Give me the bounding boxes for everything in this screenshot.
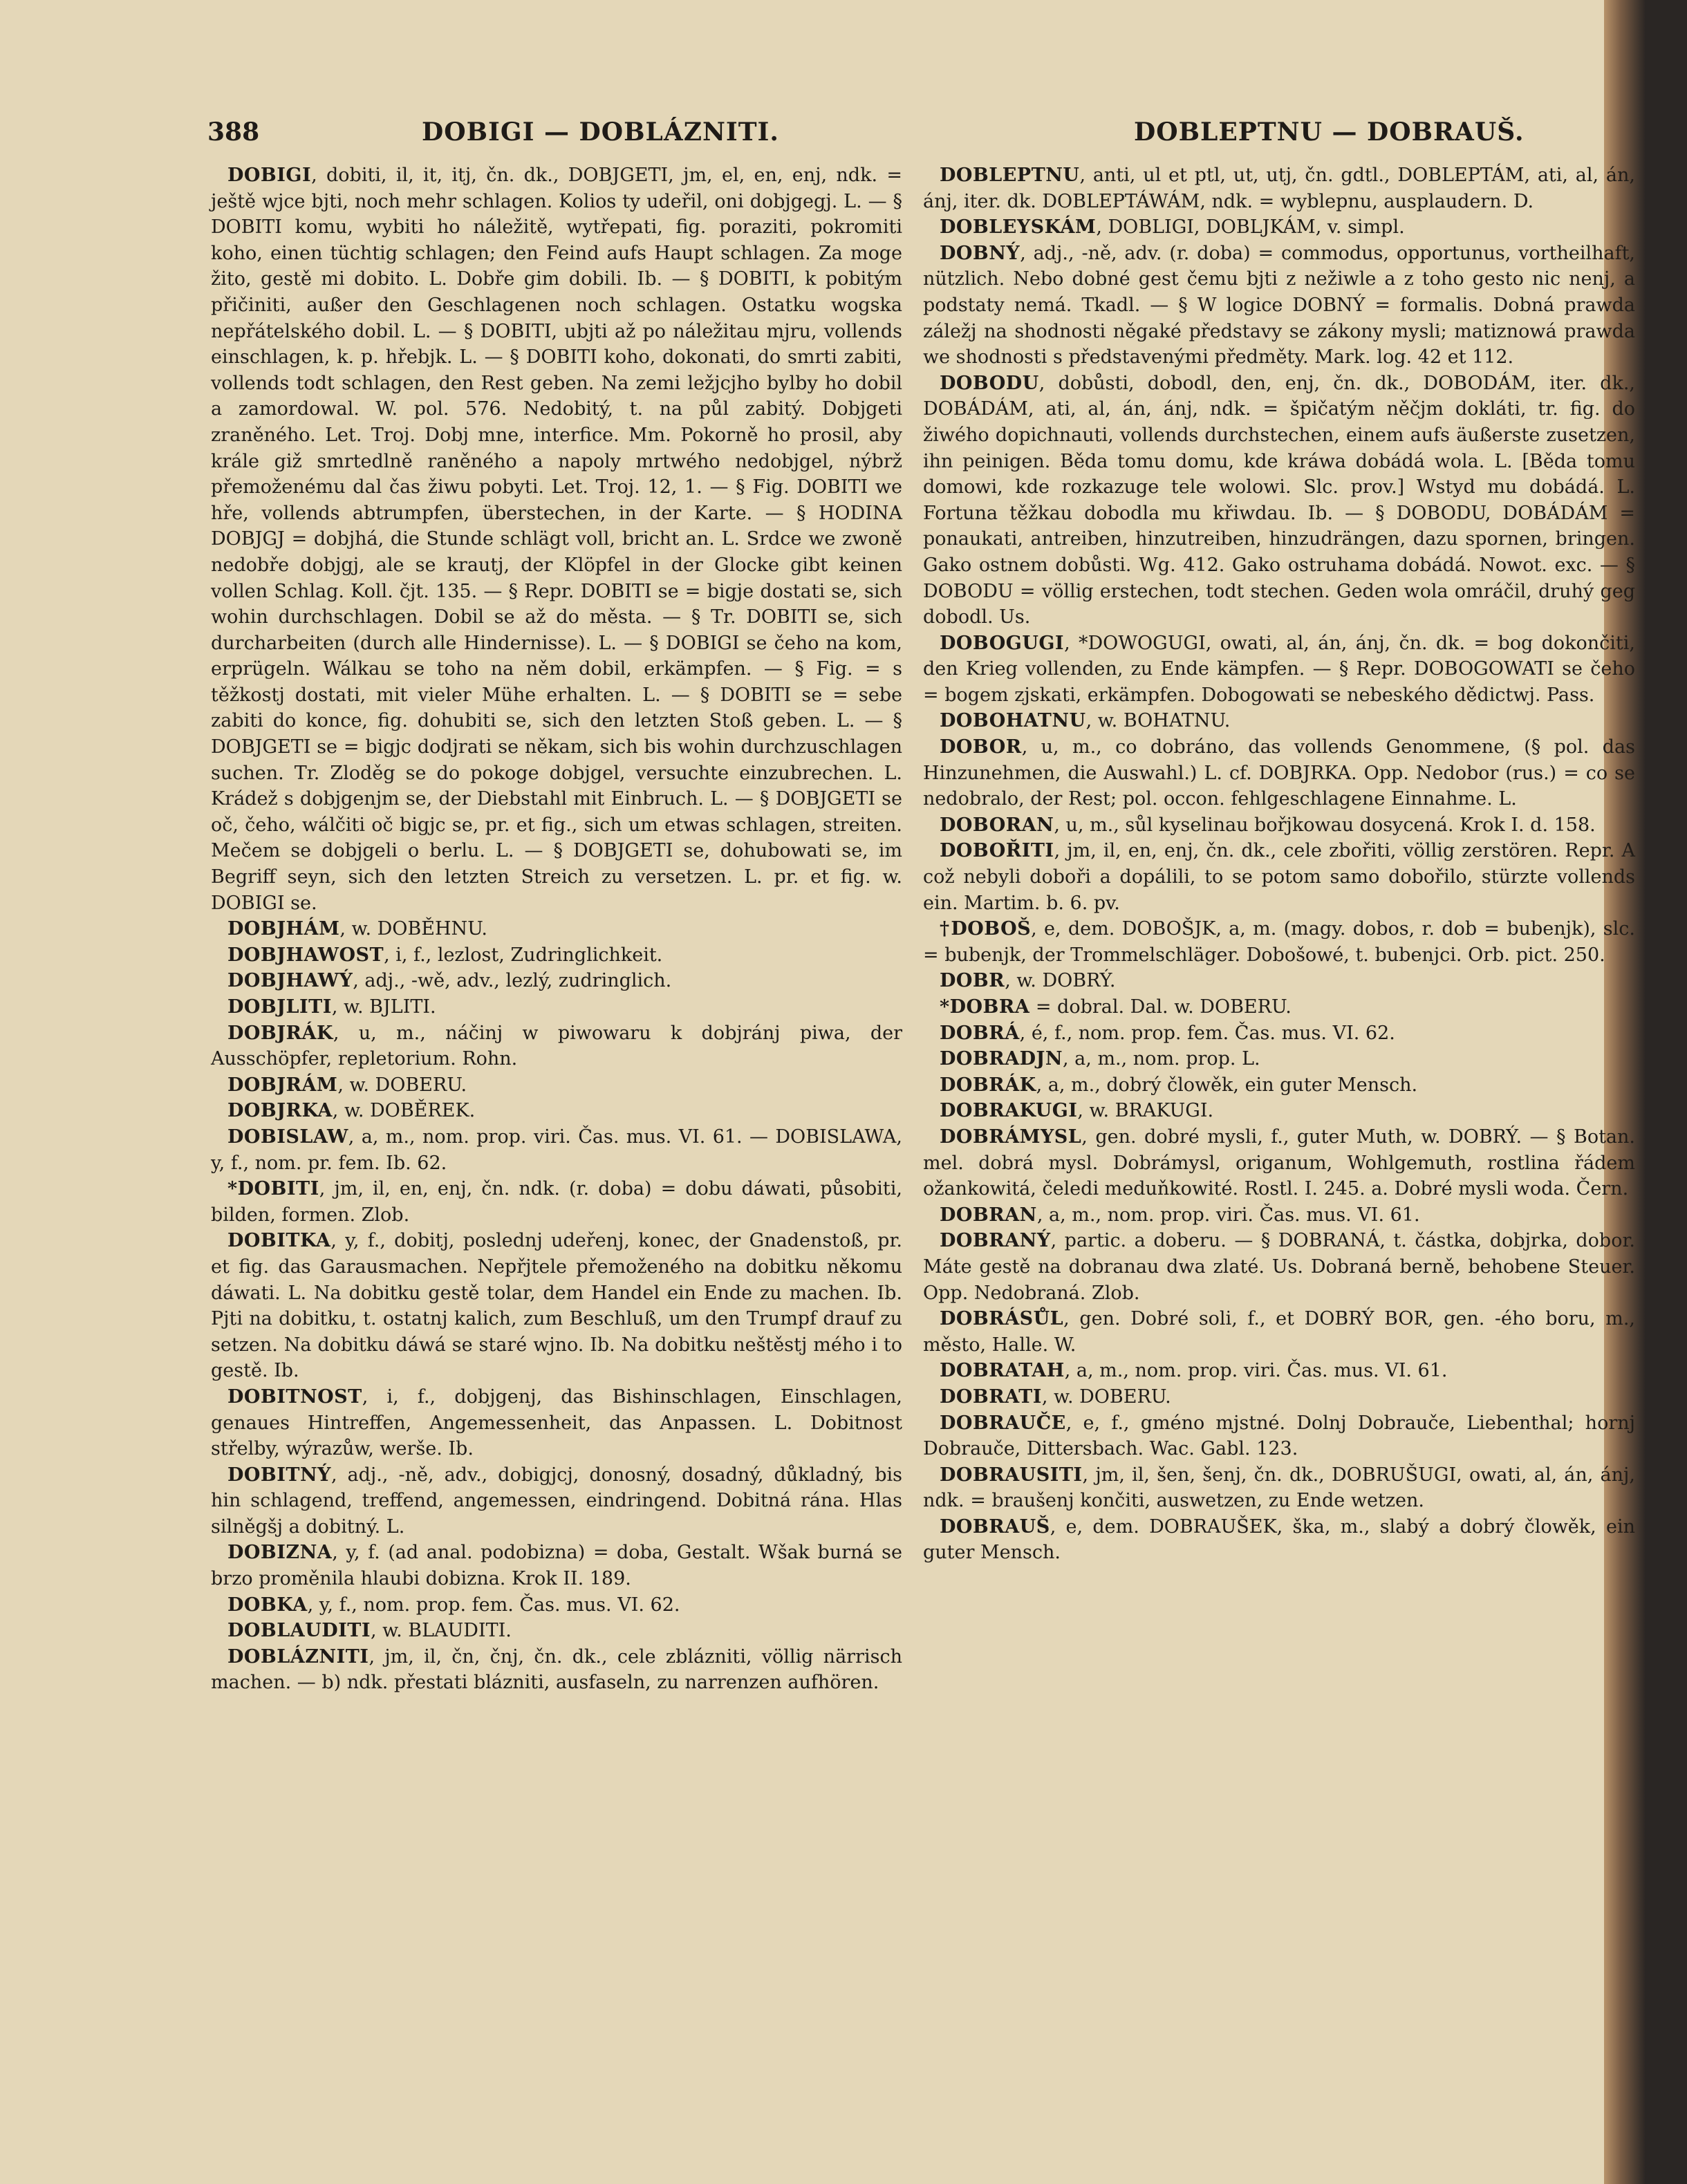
entry-definition: , partic. a doberu. — § DOBRANÁ, t. částka, dobjrka, dobor. Máte gestě na dobranau dwa zlaté. Us. Dobraná berně, behobene Steuer. Opp. Nedobraná. Zlob. (923, 1230, 1635, 1304)
dictionary-entry (923, 214, 1635, 241)
entry-definition: , w. BOHATNU. (1085, 710, 1231, 732)
dictionary-entry (923, 1306, 1635, 1358)
entry-definition: , a, m., nom. prop. viri. Čas. mus. VI. 61. — DOBISLAWA, y, f., nom. pr. fem. Ib. 62. (211, 1126, 902, 1174)
entry-headword: DOBRANÝ (940, 1230, 1051, 1252)
entry-headword: DOBRÁSŮL (940, 1308, 1064, 1330)
entry-definition: , w. BRAKUGI. (1077, 1100, 1214, 1122)
entry-definition: , adj., -ně, adv., dobigjcj, donosný, dosadný, důkladný, bis hin schlagend, treffend, angemessen, eindringend. Dobitná rána. Hlas silněgšj a dobitný. L. (211, 1464, 902, 1538)
entry-definition: = dobral. Dal. w. DOBERU. (1029, 996, 1292, 1018)
page-number: 388 (207, 118, 260, 147)
entry-headword: DOBOGUGI (940, 632, 1065, 654)
entry-headword: DOBIZNA (227, 1542, 333, 1564)
entry-headword: DOBRÁ (940, 1022, 1020, 1044)
dictionary-entry (923, 1410, 1635, 1462)
entry-definition: , DOBLIGI, DOBLJKÁM, v. simpl. (1096, 216, 1405, 239)
entry-headword: DOBLEPTNU (940, 165, 1080, 186)
dictionary-entry (211, 1176, 902, 1228)
entry-headword: DOBODU (940, 372, 1039, 394)
entry-headword: DOBNÝ (940, 242, 1020, 264)
entry-definition: , adj., -ně, adv. (r. doba) = commodus, opportunus, vortheilhaft, nützlich. Nebo dobné gest čemu bjti z nežiwle a z toho gesto nic nenj, a podstaty nemá. Tkadl. — § W logice DOBNÝ = formalis. Dobná prawda záležj na shodnosti něgaké představy se zákony mysli; matiznowá prawda we shodnosti s představenými předměty. Mark. log. 42 et 112. (923, 242, 1635, 368)
dictionary-entry (923, 1358, 1635, 1384)
dictionary-entry (923, 812, 1635, 839)
entry-headword: DOBRAUSITI (940, 1464, 1083, 1486)
running-head-right: DOBLEPTNU — DOBRAUŠ. (1134, 118, 1525, 147)
entry-headword: *DOBRA (940, 996, 1030, 1018)
entry-definition: , w. DOBĚREK. (332, 1100, 476, 1122)
entry-definition: , y, f. (ad anal. podobizna) = doba, Gestalt. Wšak burná se brzo proměnila hlaubi dobizna. Krok II. 189. (211, 1542, 902, 1590)
entry-definition: , *DOWOGUGI, owati, al, án, ánj, čn. dk. = bog dokončiti, den Krieg vollenden, zu Ende kämpfen. — § Repr. DOBOGOWATI se čeho = bogem zjskati, erkämpfen. Dobogowati se nebeského dědictwj. Pass. (923, 632, 1635, 706)
entry-definition: , dobiti, il, it, itj, čn. dk., DOBJGETI, jm, el, en, enj, ndk. = ještě wjce bjti, noch mehr schlagen. Kolios ty udeřil, oni dobjgegj. L. — § DOBITI komu, wybiti ho náležitě, wytřepati, fig. poraziti, pokromiti koho, einen tüchtig schlagen; den Feind aufs Haupt schlagen. Za moge žito, gestě mi dobito. L. Dobře gim dobili. Ib. — § DOBITI, k pobitým přičiniti, außer den Geschlagenen noch schlagen. Ostatku wogska nepřátelského dobil. L. — § DOBITI, ubjti až po náležitau mjru, vollends einschlagen, k. p. hřebjk. L. — § DOBITI koho, dokonati, do smrti zabiti, vollends todt schlagen, den Rest geben. Na zemi ležjcjho bylby ho dobil a zamordowal. W. pol. 576. Nedobitý, t. na půl zabitý. Dobjgeti zraněného. Let. Troj. Dobj mne, interfice. Mm. Pokorně ho prosil, aby krále giž smrtedlně raněného a napoly mrtwého nedobjgel, nýbrž přemoženému dal čas žiwu pobyti. Let. Troj. 12, 1. — § Fig. DOBITI we hře, vollends abtrumpfen, überstechen, in der Karte. — § HODINA DOBJGJ = dobjhá, die Stunde schlägt voll, bricht an. L. Srdce we zwoně nedobře dobjgj, ale se krautj, der Klöpfel in der Glocke gibt keinen vollen Schlag. Koll. čjt. 135. — § Repr. DOBITI se = bigje dostati se, sich wohin durchschlagen. Dobil se až do města. — § Tr. DOBITI se, sich durcharbeiten (durch alle Hindernisse). L. — § DOBIGI se čeho na kom, erprügeln. Wálkau se toho na něm dobil, erkämpfen. — § Fig. = s těžkostj dostati, mit vieler Mühe erhalten. L. — § DOBITI se = sebe zabiti do konce, fig. dohubiti se, sich den letzten Stoß geben. L. — § DOBJGETI se = bigjc dodjrati se někam, sich bis wohin durchzuschlagen suchen. Tr. Zloděg se do pokoge dobjgel, versuchte einzubrechen. L. Krádež s dobjgenjm se, der Diebstahl mit Einbruch. L. — § DOBJGETI se oč, čeho, wálčiti oč bigjc se, pr. et fig., sich um etwas schlagen, streiten. Mečem se dobjgeli o berlu. L. — § DOBJGETI se, dohubowati se, im Begriff seyn, sich den letzten Streich zu versetzen. L. pr. et fig. w. DOBIGI se. (211, 165, 902, 914)
entry-headword: DOBOR (940, 736, 1022, 758)
entry-headword: DOBRATI (940, 1385, 1042, 1408)
entry-headword: *DOBITI (227, 1178, 319, 1200)
entry-headword: DOBKA (227, 1594, 308, 1616)
dictionary-entry (211, 1540, 902, 1592)
entry-definition: , i, f., dobjgenj, das Bishinschlagen, Einschlagen, genaues Hintreffen, Angemessenheit, das Anpassen. L. Dobitnost střelby, wýrazůw, werše. Ib. (211, 1385, 902, 1460)
entry-headword: †DOBOŠ (940, 918, 1032, 940)
dictionary-entry (211, 1462, 902, 1540)
dictionary-entry (923, 1124, 1635, 1202)
entry-definition: , a, m., nom. prop. viri. Čas. mus. VI. 61. (1064, 1360, 1448, 1382)
entry-headword: DOBLEYSKÁM (940, 216, 1097, 239)
entry-definition: , jm, il, čn, čnj, čn. dk., cele zblázniti, völlig närrisch machen. — b) ndk. přestati blázniti, ausfaseln, zu narrenzen aufhören. (211, 1645, 902, 1694)
entry-headword: DOBLAUDITI (227, 1620, 371, 1642)
entry-definition: , y, f., nom. prop. fem. Čas. mus. VI. 62. (307, 1594, 680, 1616)
dictionary-entry (923, 371, 1635, 631)
entry-headword: DOBJLITI (227, 996, 332, 1018)
entry-definition: , jm, il, šen, šenj, čn. dk., DOBRUŠUGI, owati, al, án, ánj, ndk. = braušenj končiti, auswetzen, zu Ende wetzen. (923, 1464, 1635, 1512)
entry-definition: , e, f., gméno mjstné. Dolnj Dobrauče, Liebenthal; hornj Dobrauče, Dittersbach. Wac. Gabl. 123. (923, 1412, 1635, 1460)
dictionary-entry (923, 916, 1635, 968)
entry-headword: DOBITKA (227, 1230, 331, 1252)
dictionary-entry (923, 838, 1635, 916)
entry-definition: , e, dem. DOBRAUŠEK, ška, m., slabý a dobrý člowěk, ein guter Mensch. (923, 1515, 1635, 1564)
dictionary-entry (923, 708, 1635, 734)
dictionary-entry (923, 241, 1635, 371)
dictionary-entry (923, 1384, 1635, 1410)
entry-headword: DOBIGI (227, 165, 312, 186)
dictionary-entry (923, 1072, 1635, 1099)
entry-headword: DOBJRKA (227, 1100, 333, 1122)
dictionary-entry (923, 1514, 1635, 1566)
entry-definition: , w. DOBĚHNU. (339, 918, 487, 940)
entry-definition: , w. BJLITI. (331, 996, 436, 1018)
entry-definition: , u, m., sůl kyselinau bořjkowau dosycená. Krok I. d. 158. (1054, 814, 1596, 836)
entry-headword: DOBRADJN (940, 1048, 1063, 1070)
entry-headword: DOBRAKUGI (940, 1100, 1078, 1122)
entry-headword: DOBISLAW (227, 1126, 348, 1148)
dictionary-entry (211, 1098, 902, 1124)
entry-headword: DOBJRÁM (227, 1074, 338, 1096)
dictionary-entry (923, 1462, 1635, 1514)
entry-headword: DOBJRÁK (227, 1022, 333, 1044)
entry-definition: , jm, il, en, enj, čn. dk., cele zbořiti, völlig zerstören. Repr. A což nebyli doboři a dopálili, to se potom samo dobořilo, stürzte vollends ein. Martim. b. 6. pv. (923, 840, 1635, 914)
dictionary-entry (211, 1228, 902, 1384)
entry-definition: , u, m., co dobráno, das vollends Genommene, (§ pol. das Hinzunehmen, die Auswahl.) L. cf. DOBJRKA. Opp. Nedobor (rus.) = co se nedobralo, der Rest; pol. occon. fehlgeschlagene Einnahme. L. (923, 736, 1635, 810)
entry-definition: , adj., -wě, adv., lezlý, zudringlich. (353, 970, 672, 992)
dictionary-entry (923, 631, 1635, 709)
entry-definition: , gen. Dobré soli, f., et DOBRÝ BOR, gen. -ého boru, m., město, Halle. W. (923, 1308, 1635, 1356)
entry-definition: , w. DOBERU. (337, 1074, 467, 1096)
entry-headword: DOBORAN (940, 814, 1054, 836)
dictionary-entry (923, 1202, 1635, 1229)
dictionary-entry (211, 1644, 902, 1696)
dictionary-entry (211, 942, 902, 969)
dictionary-entry (923, 1098, 1635, 1124)
dictionary-entry (923, 1020, 1635, 1047)
entry-definition: , u, m., náčinj w piwowaru k dobjránj piwa, der Ausschöpfer, repletorium. Rohn. (211, 1022, 902, 1070)
entry-definition: , gen. dobré mysli, f., guter Muth, w. DOBRÝ. — § Botan. mel. dobrá mysl. Dobrámysl, origanum, Wohlgemuth, rostlina řádem ožankowitá, čeledi meduňkowité. Rostl. I. 245. a. Dobré mysli woda. Čern. (923, 1126, 1635, 1200)
entry-headword: DOBRÁMYSL (940, 1126, 1082, 1148)
dictionary-entry (211, 968, 902, 994)
entry-definition: , dobůsti, dobodl, den, enj, čn. dk., DOBODÁM, iter. dk., DOBÁDÁM, ati, al, án, ánj, ndk. = špičatým něčjm dokláti, tr. fig. do žiwého dopichnauti, vollends durchstechen, einem aufs äußerste zusetzen, ihn peinigen. Běda tomu domu, kde kráwa dobádá wola. L. [Běda tomu domowi, kde rozkazuge tele wolowi. Slc. prov.] Wstyd mu dobádá. L. Fortuna těžkau dobodla mu křiwdau. Ib. — § DOBODU, DOBÁDÁM = ponaukati, antreiben, hinzutreiben, hinzudrängen, dazu spornen, bringen. Gako ostnem dobůsti. Wg. 412. Gako ostruhama dobádá. Nowot. exc. — § DOBODU = völlig erstechen, todt stechen. Geden wola omráčil, druhý geg dobodl. Us. (923, 372, 1635, 628)
entry-definition: , jm, il, en, enj, čn. ndk. (r. doba) = dobu dáwati, působiti, bilden, formen. Zlob. (211, 1178, 902, 1226)
entry-definition: , a, m., dobrý člowěk, ein guter Mensch. (1036, 1074, 1418, 1096)
entry-headword: DOBRAUČE (940, 1412, 1066, 1434)
dictionary-entry (923, 1228, 1635, 1306)
entry-headword: DOBJHAWÝ (227, 970, 353, 992)
entry-headword: DOBRAUŠ (940, 1515, 1050, 1538)
entry-headword: DOBITNÝ (227, 1464, 331, 1486)
entry-definition: , e, dem. DOBOŠJK, a, m. (magy. dobos, r. dob = bubenjk), slc. = bubenjk, der Trommelschläger. Dobošowé, t. bubenjci. Orb. pict. 250. (923, 918, 1635, 966)
entry-definition: , anti, ul et ptl, ut, utj, čn. gdtl., DOBLEPTÁM, ati, al, án, ánj, iter. dk. DOBLEPTÁWÁM, ndk. = wyblepnu, ausplaudern. D. (923, 165, 1635, 212)
entry-headword: DOBRÁK (940, 1074, 1036, 1096)
left-column (211, 162, 902, 1696)
entry-headword: DOBITNOST (227, 1385, 362, 1408)
dictionary-entry (211, 1124, 902, 1176)
dictionary-entry (211, 1020, 902, 1072)
entry-definition: , w. DOBERU. (1041, 1385, 1171, 1408)
entry-definition: , y, f., dobitj, poslednj udeřenj, konec, der Gnadenstoß, pr. et fig. das Garausmachen. Nepřjtele přemoženého na dobitku někomu dáwati. L. Na dobitku gestě tolar, dem Handel ein Ende zu machen. Ib. Pjti na dobitku, t. ostatnj kalich, zum Beschluß, um den Trumpf drauf zu setzen. Na dobitku dáwá se staré wjno. Ib. Na dobitku neštěstj mého i to gestě. Ib. (211, 1230, 902, 1382)
entry-headword: DOBRATAH (940, 1360, 1065, 1382)
entry-headword: DOBR (940, 970, 1005, 992)
entry-definition: , a, m., nom. prop. L. (1063, 1048, 1260, 1070)
right-column (923, 162, 1635, 1566)
entry-definition: , w. DOBRÝ. (1005, 970, 1116, 992)
entry-definition: , i, f., lezlost, Zudringlichkeit. (384, 944, 663, 966)
dictionary-entry (211, 1618, 902, 1644)
dictionary-entry (923, 1046, 1635, 1072)
entry-headword: DOBJHAWOST (227, 944, 384, 966)
dictionary-entry (923, 162, 1635, 214)
entry-definition: , w. BLAUDITI. (371, 1620, 512, 1642)
running-head-left: DOBIGI — DOBLÁZNITI. (422, 118, 779, 147)
dictionary-entry (211, 162, 902, 916)
entry-headword: DOBOHATNU (940, 710, 1086, 732)
dictionary-entry (211, 916, 902, 942)
dictionary-entry (211, 1384, 902, 1462)
dictionary-entry (211, 1592, 902, 1618)
entry-headword: DOBLÁZNITI (227, 1645, 369, 1668)
dictionary-entry (211, 994, 902, 1020)
entry-definition: , a, m., nom. prop. viri. Čas. mus. VI. 61. (1036, 1204, 1420, 1226)
dictionary-entry (923, 994, 1635, 1020)
entry-headword: DOBOŘITI (940, 840, 1054, 862)
entry-headword: DOBRAN (940, 1204, 1037, 1226)
entry-headword: DOBJHÁM (227, 918, 340, 940)
dictionary-entry (923, 968, 1635, 994)
entry-definition: , é, f., nom. prop. fem. Čas. mus. VI. 62. (1019, 1022, 1395, 1044)
dictionary-entry (923, 734, 1635, 812)
dictionary-entry (211, 1072, 902, 1099)
